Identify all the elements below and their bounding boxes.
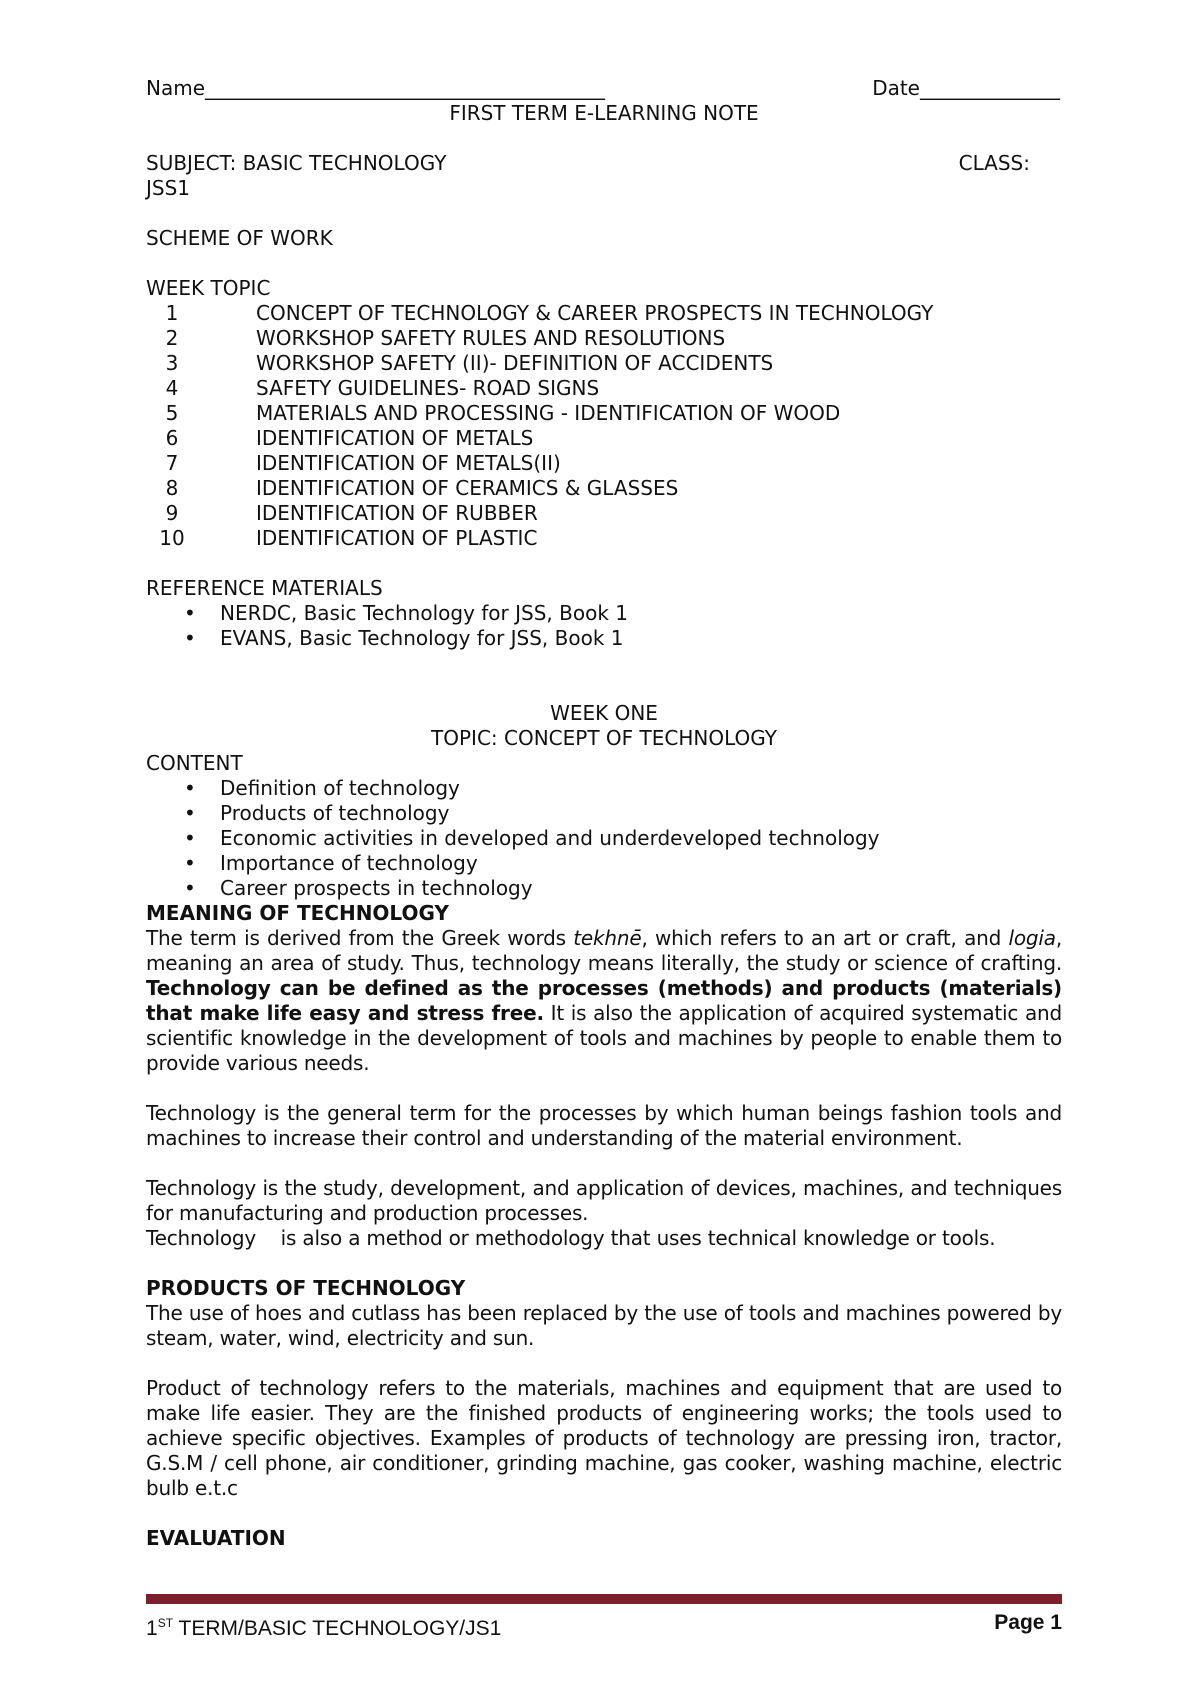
- meaning-paragraph-1: The term is derived from the Greek words tekhnē, which refers to an art or craft, and logia, meaning an area of study. Thus, technology means literally, the study or science of crafting. Technology can be defined as the processes (methods) and products (materials) that make life easy and stress free. It is also the application of acquired systematic and scientific knowledge in the development of tools and machines by people to enable them to provide various needs.: [146, 926, 1062, 1075]
- scheme-list: [146, 301, 1062, 551]
- products-heading: PRODUCTS OF TECHNOLOGY: [146, 1276, 466, 1300]
- scheme-row: 2 WORKSHOP SAFETY RULES AND RESOLUTIONS: [165, 326, 726, 350]
- reference-item: • NERDC, Basic Technology for JSS, Book 1: [184, 601, 628, 625]
- scheme-row: 10 IDENTIFICATION OF PLASTIC: [159, 526, 538, 550]
- bullet-icon: •: [184, 776, 196, 800]
- scheme-row: 4 SAFETY GUIDELINES- ROAD SIGNS: [165, 376, 600, 400]
- name-field: Name________________________________________: [146, 76, 606, 100]
- subject-row: [146, 151, 1062, 176]
- bullet-icon: •: [184, 626, 196, 650]
- scheme-columns: WEEK TOPIC: [146, 276, 271, 300]
- bullet-icon: •: [184, 826, 196, 850]
- meaning-paragraph-2: Technology is the general term for the processes by which human beings fashion tools and machines to increase their control and understanding of the material environment.: [146, 1101, 1062, 1150]
- footer-term: 1ST TERM/BASIC TECHNOLOGY/JS1: [146, 1616, 502, 1640]
- evaluation-heading: EVALUATION: [146, 1526, 286, 1550]
- class-label: CLASS:: [958, 151, 1030, 175]
- class-value: JSS1: [146, 176, 191, 200]
- meaning-paragraph-3: Technology is the study, development, and application of devices, machines, and techniques for manufacturing and production processes.: [146, 1176, 1062, 1225]
- subject-label: SUBJECT: BASIC TECHNOLOGY: [146, 151, 447, 175]
- page-number: Page 1: [994, 1611, 1062, 1634]
- content-heading: CONTENT: [146, 751, 243, 775]
- meaning-paragraph-4: Technology is also a method or methodology that uses technical knowledge or tools.: [146, 1226, 996, 1250]
- content-item: • Definition of technology: [184, 776, 460, 800]
- content-item: • Importance of technology: [184, 851, 478, 875]
- scheme-row: 7 IDENTIFICATION OF METALS(II): [165, 451, 561, 475]
- references-heading: REFERENCE MATERIALS: [146, 576, 383, 600]
- products-paragraph-2: Product of technology refers to the materials, machines and equipment that are used to make life easier. They are the finished products of engineering works; the tools used to achieve specific objectives. Examples of products of technology are pressing iron, tractor, G.S.M / cell phone, air conditioner, grinding machine, gas cooker, washing machine, electric bulb e.t.c: [146, 1376, 1062, 1500]
- bullet-icon: •: [184, 601, 196, 625]
- page-footer: [146, 1608, 1062, 1644]
- scheme-row: 5 MATERIALS AND PROCESSING - IDENTIFICATION OF WOOD: [165, 401, 841, 425]
- week-one-topic: TOPIC: CONCEPT OF TECHNOLOGY: [431, 726, 777, 750]
- date-field: Date______________: [872, 76, 1060, 100]
- reference-item: • EVANS, Basic Technology for JSS, Book 1: [184, 626, 624, 650]
- week-one-heading: WEEK ONE: [550, 701, 658, 725]
- bullet-icon: •: [184, 851, 196, 875]
- products-paragraph-1: The use of hoes and cutlass has been replaced by the use of tools and machines powered by steam, water, wind, electricity and sun.: [146, 1301, 1062, 1350]
- document-page: [146, 76, 1062, 1551]
- scheme-row: 1 CONCEPT OF TECHNOLOGY & CAREER PROSPECTS IN TECHNOLOGY: [165, 301, 934, 325]
- content-item: • Economic activities in developed and underdeveloped technology: [184, 826, 880, 850]
- footer-divider: [146, 1594, 1062, 1604]
- content-item: • Products of technology: [184, 801, 450, 825]
- bullet-icon: •: [184, 801, 196, 825]
- scheme-row: 8 IDENTIFICATION OF CERAMICS & GLASSES: [165, 476, 679, 500]
- meaning-heading: MEANING OF TECHNOLOGY: [146, 901, 449, 925]
- name-date-row: [146, 76, 1062, 101]
- note-title: FIRST TERM E-LEARNING NOTE: [449, 101, 759, 125]
- bullet-icon: •: [184, 876, 196, 900]
- scheme-heading: SCHEME OF WORK: [146, 226, 333, 250]
- scheme-row: 9 IDENTIFICATION OF RUBBER: [165, 501, 538, 525]
- scheme-row: 6 IDENTIFICATION OF METALS: [165, 426, 534, 450]
- content-item: • Career prospects in technology: [184, 876, 533, 900]
- scheme-row: 3 WORKSHOP SAFETY (II)- DEFINITION OF ACCIDENTS: [165, 351, 774, 375]
